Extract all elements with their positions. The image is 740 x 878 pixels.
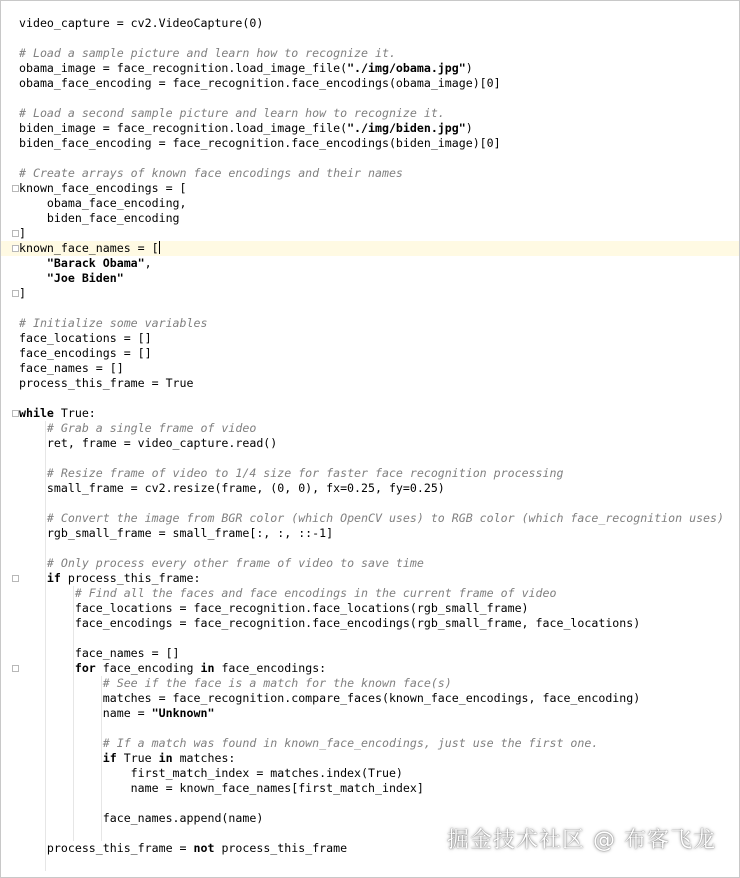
code-comment: # Find all the faces and face encodings in the current frame of video [74, 586, 557, 600]
code-line[interactable] [1, 631, 739, 646]
code-line[interactable] [1, 136, 739, 151]
code-line[interactable] [1, 226, 739, 241]
code-text: ] [19, 286, 26, 300]
code-line[interactable] [1, 796, 739, 811]
code-comment: # Initialize some variables [19, 316, 208, 330]
code-line[interactable] [1, 526, 739, 541]
code-text: video_capture = cv2.VideoCapture(0) [19, 16, 264, 30]
fold-marker-icon[interactable] [12, 245, 19, 252]
code-line[interactable] [1, 376, 739, 391]
code-line[interactable] [1, 46, 739, 61]
code-text: known_face_encodings = [ [19, 181, 187, 195]
code-line[interactable] [1, 301, 739, 316]
code-line[interactable] [1, 451, 739, 466]
code-string: "./img/obama.jpg" [347, 61, 466, 75]
code-line[interactable] [1, 646, 739, 661]
code-string: "Unknown" [151, 706, 215, 720]
code-line[interactable] [1, 556, 739, 571]
code-text: matches = face_recognition.compare_faces(known_face_encodings, face_encoding) [19, 691, 641, 705]
code-text: biden_face_encoding [19, 211, 180, 225]
code-line[interactable] [1, 766, 739, 781]
code-line[interactable] [1, 61, 739, 76]
code-text: name = [19, 706, 152, 720]
code-lines[interactable] [1, 16, 739, 856]
code-text [19, 256, 47, 270]
code-text: face_names = [] [19, 646, 180, 660]
fold-marker-icon[interactable] [12, 290, 19, 297]
code-line[interactable] [1, 781, 739, 796]
code-text: biden_image = face_recognition.load_image_file( [19, 121, 348, 135]
code-line[interactable] [1, 676, 739, 691]
code-line[interactable] [1, 166, 739, 181]
code-line[interactable] [1, 91, 739, 106]
code-string: "Barack Obama" [46, 256, 145, 270]
watermark: 掘金技术社区 @ 布客飞龙 [447, 828, 716, 853]
code-text: obama_face_encoding, [19, 196, 187, 210]
code-line[interactable] [1, 391, 739, 406]
code-line[interactable] [1, 691, 739, 706]
code-line[interactable] [1, 541, 739, 556]
fold-marker-icon[interactable] [12, 230, 19, 237]
code-line[interactable] [1, 286, 739, 301]
code-line[interactable] [1, 661, 739, 676]
code-comment: # Create arrays of known face encodings and their names [19, 166, 403, 180]
code-text: process_this_frame [214, 841, 348, 855]
code-line[interactable] [1, 481, 739, 496]
code-text [19, 556, 47, 570]
code-keyword: in [158, 751, 173, 765]
code-keyword: for [74, 661, 96, 675]
code-text: True [116, 751, 159, 765]
code-text: small_frame = cv2.resize(frame, (0, 0), fx=0.25, fy=0.25) [19, 481, 445, 495]
code-line[interactable] [1, 421, 739, 436]
code-line[interactable] [1, 106, 739, 121]
code-comment: # Convert the image from BGR color (which OpenCV uses) to RGB color (which face_recognition uses) [46, 511, 724, 525]
code-text [19, 271, 47, 285]
code-line[interactable] [1, 76, 739, 91]
code-string: "./img/biden.jpg" [347, 121, 466, 135]
code-text: obama_face_encoding = face_recognition.face_encodings(obama_image)[0] [19, 76, 501, 90]
fold-marker-icon[interactable] [12, 410, 19, 417]
code-line[interactable] [1, 496, 739, 511]
code-line[interactable] [1, 571, 739, 586]
code-line[interactable] [1, 151, 739, 166]
code-text [19, 736, 103, 750]
code-text [19, 571, 47, 585]
code-line[interactable] [1, 181, 739, 196]
code-comment: # Only process every other frame of video to save time [46, 556, 424, 570]
code-text [19, 511, 47, 525]
code-line[interactable] [1, 586, 739, 601]
code-line[interactable] [1, 706, 739, 721]
code-line[interactable] [1, 721, 739, 736]
code-comment: # Load a second sample picture and learn how to recognize it. [19, 106, 445, 120]
code-text: matches: [172, 751, 236, 765]
code-line[interactable] [1, 511, 739, 526]
code-text: process_this_frame = True [19, 376, 194, 390]
code-text: face_locations = [] [19, 331, 152, 345]
code-line[interactable] [1, 256, 739, 271]
code-text: face_encodings = face_recognition.face_encodings(rgb_small_frame, face_locations) [19, 616, 641, 630]
code-text: obama_image = face_recognition.load_image_file( [19, 61, 348, 75]
code-keyword: not [193, 841, 215, 855]
code-comment: # Grab a single frame of video [46, 421, 257, 435]
code-text: , [144, 256, 152, 270]
code-line[interactable] [1, 361, 739, 376]
text-caret [159, 241, 160, 254]
code-comment: # See if the face is a match for the known face(s) [102, 676, 452, 690]
code-comment: # Resize frame of video to 1/4 size for faster face recognition processing [46, 466, 564, 480]
indent-guide [45, 421, 46, 871]
code-text: name = known_face_names[first_match_index] [19, 781, 424, 795]
code-comment: # Load a sample picture and learn how to recognize it. [19, 46, 396, 60]
fold-marker-icon[interactable] [12, 665, 19, 672]
code-text: face_encodings = [] [19, 346, 152, 360]
code-text: True: [53, 406, 96, 420]
code-line[interactable] [1, 406, 739, 421]
code-keyword: if [46, 571, 61, 585]
code-text: ret, frame = video_capture.read() [19, 436, 278, 450]
code-line[interactable] [1, 241, 739, 256]
code-keyword: while [19, 406, 54, 420]
code-line[interactable] [1, 31, 739, 46]
code-line[interactable] [1, 271, 739, 286]
code-text: process_this_frame = [19, 841, 194, 855]
code-line[interactable] [1, 316, 739, 331]
code-text [19, 676, 103, 690]
code-line[interactable] [1, 346, 739, 361]
code-string: "Joe Biden" [46, 271, 124, 285]
indent-guide [73, 586, 74, 841]
code-line[interactable] [1, 751, 739, 766]
code-text: biden_face_encoding = face_recognition.face_encodings(biden_image)[0] [19, 136, 501, 150]
code-keyword: in [200, 661, 215, 675]
code-line[interactable] [1, 601, 739, 616]
code-line[interactable] [1, 736, 739, 751]
code-text [19, 466, 47, 480]
code-line[interactable] [1, 121, 739, 136]
code-line[interactable] [1, 211, 739, 226]
code-text: first_match_index = matches.index(True) [19, 766, 403, 780]
code-text: face_encodings: [214, 661, 327, 675]
code-text [19, 586, 75, 600]
code-line[interactable] [1, 436, 739, 451]
indent-guide [101, 676, 102, 841]
code-keyword: if [102, 751, 117, 765]
fold-marker-icon[interactable] [12, 575, 19, 582]
code-comment: # If a match was found in known_face_encodings, just use the first one. [102, 736, 599, 750]
code-text: known_face_names = [ [19, 241, 159, 255]
code-line[interactable] [1, 466, 739, 481]
code-text: ) [465, 121, 473, 135]
code-text: ] [19, 226, 26, 240]
code-text [19, 661, 75, 675]
code-text: face_names = [] [19, 361, 124, 375]
code-text: rgb_small_frame = small_frame[:, :, ::-1] [19, 526, 334, 540]
code-text [19, 751, 103, 765]
code-text [19, 421, 47, 435]
code-line[interactable] [1, 331, 739, 346]
code-text: face_encoding [95, 661, 201, 675]
fold-marker-icon[interactable] [12, 185, 19, 192]
code-text: ) [465, 61, 473, 75]
code-line[interactable] [1, 16, 739, 31]
code-line[interactable] [1, 616, 739, 631]
code-text: face_locations = face_recognition.face_locations(rgb_small_frame) [19, 601, 529, 615]
code-line[interactable] [1, 196, 739, 211]
code-text: face_names.append(name) [19, 811, 264, 825]
code-text: process_this_frame: [60, 571, 201, 585]
